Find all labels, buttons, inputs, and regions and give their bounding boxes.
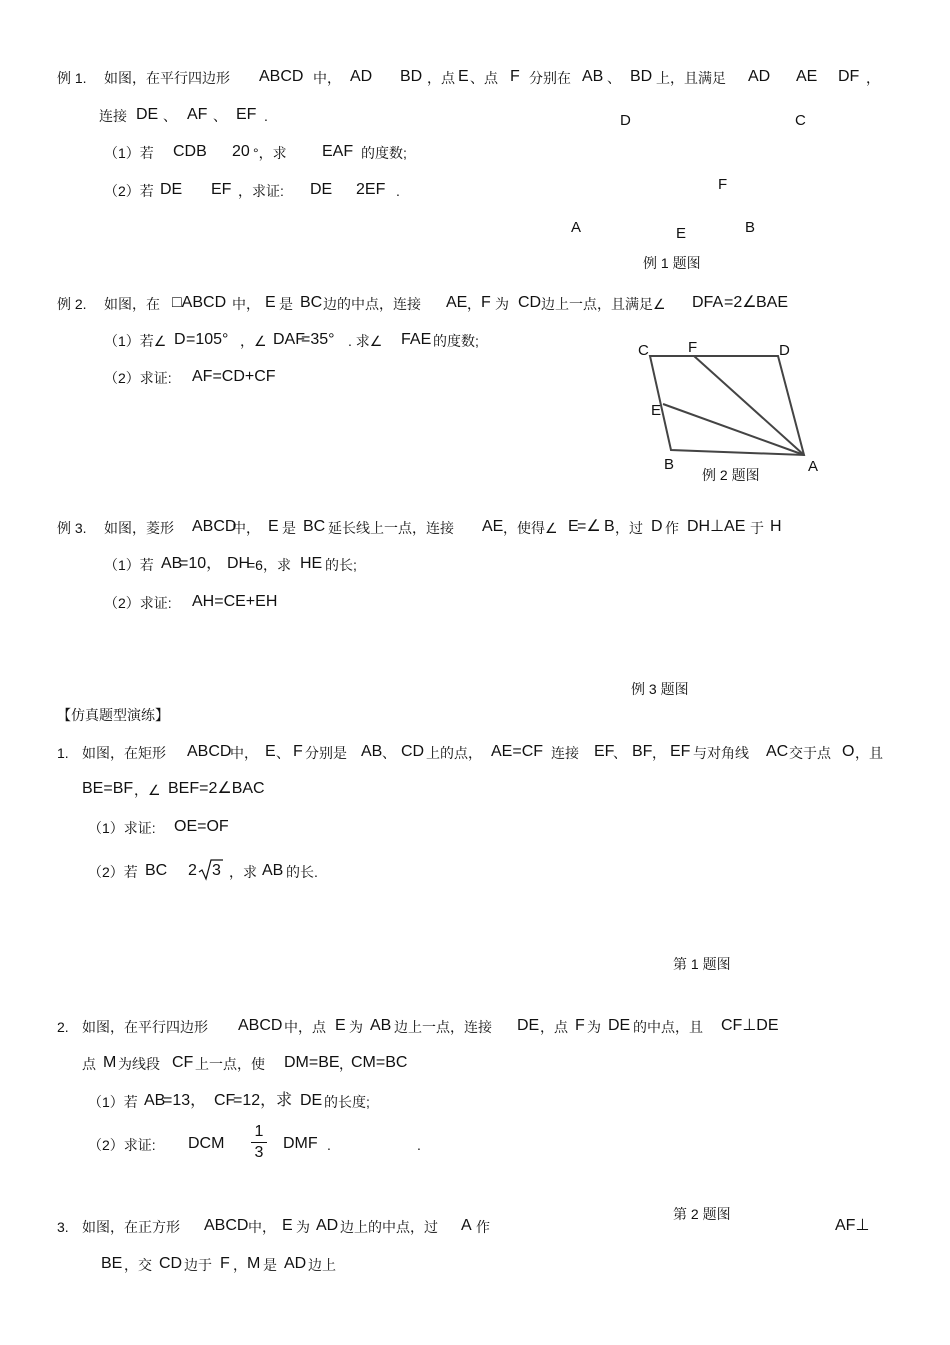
figure-2-caption: 例 2 题图 [702,467,760,483]
math: DE [300,1092,323,1109]
text: ，求 [229,864,257,880]
math: EF [236,106,257,123]
math: DAF [273,331,305,348]
text: 边上的中点，过 [340,1219,438,1235]
math: E [265,743,276,760]
math: EF [670,743,691,760]
math: FAE [401,331,432,348]
text: 如图，在平行四边形 [104,70,230,86]
fig2-label-f: F [688,339,698,356]
text: ， [467,296,481,312]
text: 中， [313,70,341,86]
math: AF=CD+CF [192,368,276,385]
math: AD [748,68,771,85]
fig1-label-c: C [795,112,806,129]
math: ABCD [259,68,304,85]
text: 的长; [325,557,357,573]
text: 如图，在正方形 [82,1219,180,1235]
text: ， [652,745,666,761]
text: 如图，在 [104,296,160,312]
text: 分别在 [529,70,571,86]
math: F [293,743,303,760]
math: E [265,294,276,311]
fig1-label-b: B [745,219,756,236]
math: ABCD [192,518,237,535]
text: . 求∠ [348,333,383,349]
math: =35° [301,331,335,348]
text: ，过 [615,520,643,536]
text: 分别是 [305,745,347,761]
math: OE=OF [174,818,229,835]
text: 中，点 [284,1019,326,1035]
fig2-label-a: A [808,458,819,475]
fig2-label-e: E [651,402,662,419]
math: F [481,294,491,311]
math: B [604,518,615,535]
text: 为 [296,1219,310,1235]
text: 、 [382,745,396,761]
math: DMF [283,1135,318,1152]
example-3-number: 例 3. [57,520,87,536]
text: 如图，菱形 [104,520,174,536]
math: M [247,1255,261,1272]
math: ABCD [238,1017,283,1034]
math: DE [310,181,333,198]
text: 的长度; [324,1094,370,1110]
math: =∠ [577,518,601,535]
fig1-label-e: E [676,225,687,242]
math: AE [796,68,818,85]
math: AB [262,862,284,879]
math: EF [211,181,232,198]
text: 为线段 [118,1056,160,1072]
text: . [264,108,268,124]
text: 如图，在矩形 [82,745,166,761]
fig2-label-d: D [779,342,790,359]
text: 边上一点，且满足∠ [541,296,666,312]
figure-p1-caption: 第 1 题图 [673,956,731,972]
text: 的长. [286,864,318,880]
text: 边于 [184,1257,212,1273]
fig1-label-f: F [718,176,728,193]
math: DF [838,68,860,85]
math: E [268,518,279,535]
math: DM=BE [284,1054,340,1071]
math: CM=BC [351,1054,408,1071]
math: CD [518,294,542,311]
text: 、 [607,70,621,86]
parallelogram-abcd [650,356,804,455]
math: DH⊥AE [687,518,746,535]
fraction-bar [251,1142,267,1143]
text: ，交 [124,1257,152,1273]
problem-3-number: 3. [57,1219,69,1235]
math: DE [517,1017,540,1034]
text: 、 [163,108,177,124]
text: . [417,1137,421,1153]
math: 2EF [356,181,386,198]
text: ， [233,1257,247,1273]
math: O [842,743,855,760]
math: BD [630,68,653,85]
math: BC [303,518,326,535]
math: 20 [232,143,250,160]
math: AB [582,68,604,85]
fig1-label-d: D [620,112,631,129]
math: F [575,1017,585,1034]
math: CD [159,1255,183,1272]
text: 作 [665,520,679,536]
math: AB [361,743,383,760]
text: ，∠ [134,782,161,798]
text: 与对角线 [693,745,749,761]
math: CF [172,1054,194,1071]
question-2-label: （2）求证: [88,1137,156,1153]
math: =10， [179,555,223,572]
text: 边上 [308,1257,336,1273]
section-heading: 【仿真题型演练】 [57,707,169,723]
math: AC [766,743,789,760]
text: 上一点，使 [195,1056,265,1072]
question-1-label: （1）若 [88,1094,138,1110]
text: 的度数; [361,145,407,161]
text: 于 [750,520,764,536]
text: 延长线上一点，连接 [328,520,454,536]
fraction-one-third [251,1123,267,1162]
text: ， [339,1056,353,1072]
math: 2 [188,862,197,879]
text: 作 [476,1219,490,1235]
question-2-label: （2）求证: [104,370,172,386]
math: AH=CE+EH [192,593,278,610]
text: 、 [276,745,290,761]
math: HE [300,555,323,572]
math: D [174,331,186,348]
question-1-label: （1）若 [104,145,154,161]
text: 中， [232,296,260,312]
math: E [335,1017,346,1034]
text: 点 [82,1056,96,1072]
question-2-label: （2）求证: [104,595,172,611]
segment-ae [663,404,804,455]
text: ，使得∠ [503,520,558,536]
math: CF⊥DE [721,1017,779,1034]
math: A [461,1217,472,1234]
math: BEF=2∠BAC [168,780,265,797]
text: 是 [282,520,296,536]
problem-2-number: 2. [57,1019,69,1035]
math: DFA [692,294,724,311]
text: ， [866,70,880,86]
figure-1-caption: 例 1 题图 [643,255,701,271]
text: ，点 [540,1019,568,1035]
text: . [396,183,400,199]
text: 连接 [551,745,579,761]
math: DE [136,106,159,123]
text: . [327,1137,331,1153]
math: AE=CF [491,743,544,760]
text: 、 [213,108,227,124]
math: □ABCD [172,294,227,311]
example-2-number: 例 2. [57,296,87,312]
text: 为 [495,296,509,312]
math: EF [594,743,615,760]
math: F [510,68,520,85]
math: AF⊥ [835,1217,870,1234]
math: AE [446,294,468,311]
math: F [220,1255,230,1272]
text: 交于点 [789,745,831,761]
text: 是 [263,1257,277,1273]
text: 边上一点，连接 [394,1019,492,1035]
math: BD [400,68,423,85]
math: 3 [212,862,221,879]
math: =12，求 [233,1092,293,1109]
text: 连接 [99,108,127,124]
figure-p2-caption: 第 2 题图 [673,1206,731,1222]
text: 为 [587,1019,601,1035]
text: 、 [613,745,627,761]
text: 中， [248,1219,276,1235]
fraction-numerator: 1 [254,1123,264,1140]
figure-3-caption: 例 3 题图 [631,681,689,697]
math: H [770,518,782,535]
math: E [458,68,469,85]
math: AB [370,1017,392,1034]
math: CD [401,743,425,760]
text: 的中点，且 [633,1019,703,1035]
math: DCM [188,1135,225,1152]
math: AB [161,555,183,572]
math: =105° [186,331,229,348]
math: AD [350,68,373,85]
text: 边的中点，连接 [323,296,421,312]
math: BC [300,294,323,311]
question-2-label: （2）若 [88,864,138,880]
math: E [568,518,579,535]
fig1-label-a: A [571,219,582,236]
math: BC [145,862,168,879]
question-1-label: （1）若 [104,557,154,573]
text: ，点 [427,70,455,86]
math: CDB [173,143,207,160]
math: D [651,518,663,535]
text: 的度数; [433,333,479,349]
math: AE [482,518,504,535]
math: DE [608,1017,631,1034]
question-2-label: （2）若 [104,183,154,199]
question-1-label: （1）若∠ [104,333,167,349]
math: ABCD [187,743,232,760]
fraction-denominator: 3 [254,1144,264,1161]
math: ABCD [204,1217,249,1234]
math: CF [214,1092,236,1109]
problem-1-number: 1. [57,745,69,761]
math: M [103,1054,117,1071]
math: AF [187,106,208,123]
math: E [282,1217,293,1234]
text: 上的点， [426,745,482,761]
math: AB [144,1092,166,1109]
math: BE=BF [82,780,134,797]
question-1-label: （1）求证: [88,820,156,836]
math: BE [101,1255,123,1272]
text: 中， [232,520,260,536]
text: =6，求 [247,557,291,573]
text: ，且 [855,745,883,761]
text: 上，且满足 [656,70,726,86]
segment-af [694,356,804,455]
math: DH [227,555,251,572]
fig2-label-b: B [664,456,675,473]
math: =13， [163,1092,207,1109]
math: EAF [322,143,354,160]
text: ，∠ [240,333,267,349]
example-1-number: 例 1. [57,70,87,86]
text: 如图，在平行四边形 [82,1019,208,1035]
text: °，求 [253,145,287,161]
text: ，求证: [238,183,284,199]
text: 为 [349,1019,363,1035]
text: 中， [230,745,258,761]
math: AD [284,1255,307,1272]
fig2-label-c: C [638,342,649,359]
text: 、点 [470,70,498,86]
math: DE [160,181,183,198]
math: BAE [756,294,789,311]
math: AD [316,1217,339,1234]
math: =2∠ [724,294,757,311]
text: 是 [279,296,293,312]
math: BF [632,743,653,760]
